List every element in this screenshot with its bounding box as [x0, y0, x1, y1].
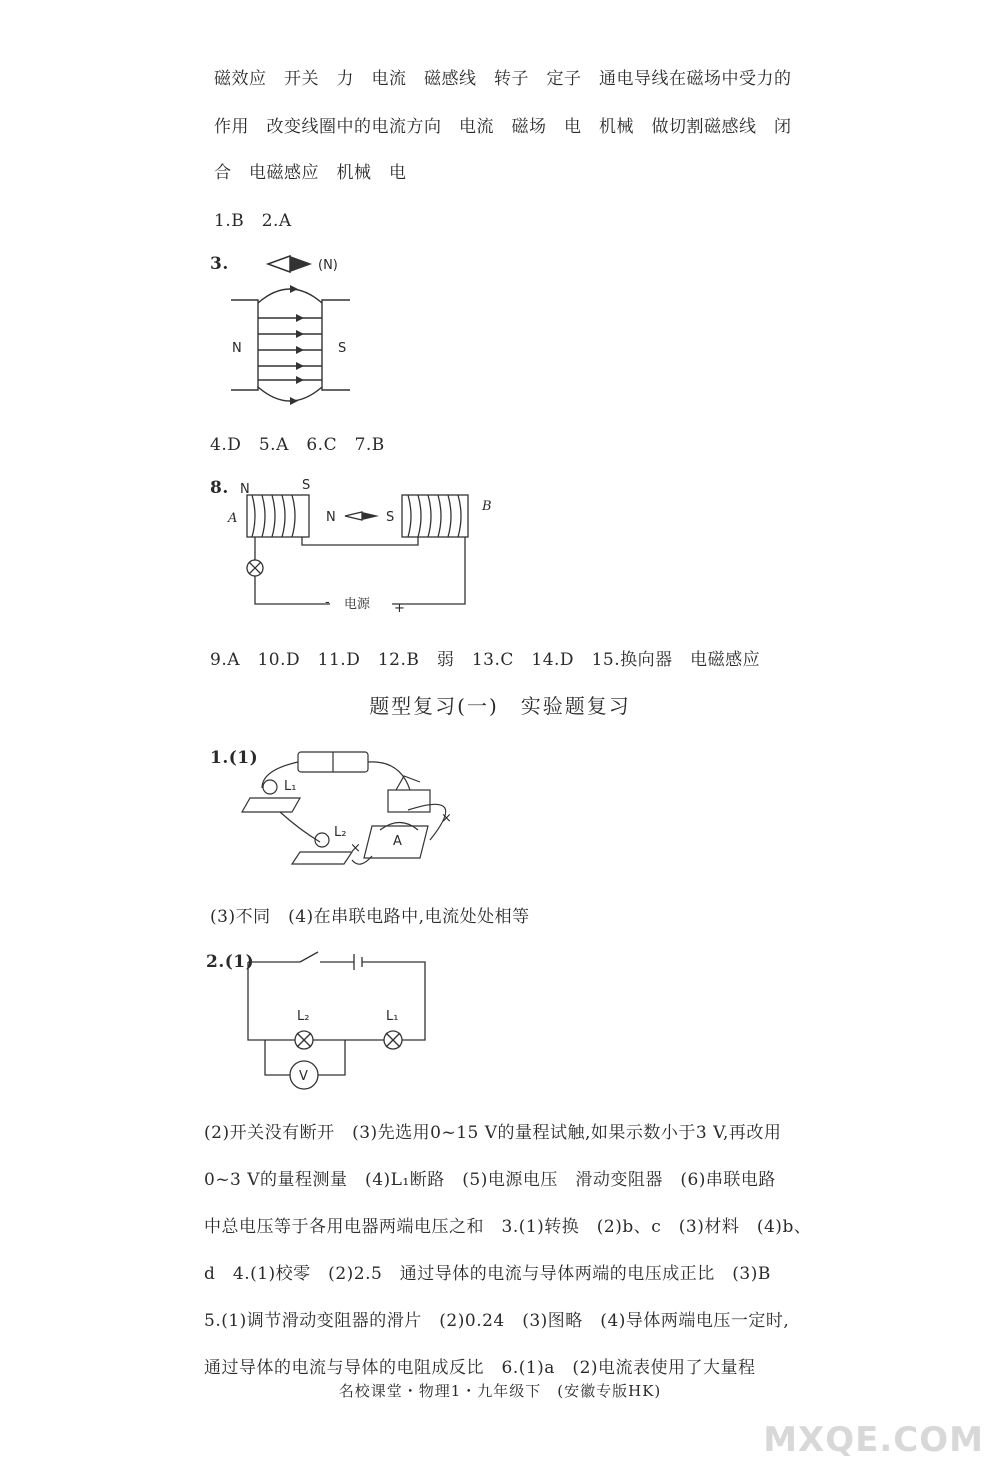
- q3-right-pole: S: [338, 341, 347, 356]
- e1-circuit-sketch: [242, 752, 446, 864]
- answer-line-2: 0~3 V的量程测量 (4)L₁断路 (5)电源电压 滑动变阻器 (6)串联电路: [204, 1170, 776, 1190]
- e1-answers: (3)不同 (4)在串联电路中,电流处处相等: [210, 907, 530, 927]
- q3-left-pole: N: [232, 341, 242, 356]
- answer-line-3: 中总电压等于各用电器两端电压之和 3.(1)转换 (2)b、c (3)材料 (4)b、: [204, 1217, 812, 1237]
- answer-line-5: 5.(1)调节滑动变阻器的滑片 (2)0.24 (3)图略 (4)导体两端电压一定时,: [204, 1311, 790, 1331]
- answer-line-1: (2)开关没有断开 (3)先选用0~15 V的量程试触,如果示数小于3 V,再改用: [204, 1123, 782, 1143]
- q8-number: 8.: [210, 478, 229, 498]
- q3-magnet-field: [231, 289, 350, 401]
- q8-coil-n: N: [240, 482, 250, 497]
- q8-needle-tip: [362, 512, 379, 520]
- section-title: 题型复习(一) 实验题复习: [369, 694, 631, 718]
- e1-l2: L₂: [334, 825, 347, 840]
- fill-line-3: 合 电磁感应 机械 电: [214, 163, 407, 183]
- answers-9-15: 9.A 10.D 11.D 12.B 弱 13.C 14.D 15.换向器 电磁感应: [210, 650, 761, 670]
- answer-line-4: d 4.(1)校零 (2)2.5 通过导体的电流与导体两端的电压成正比 (3)B: [204, 1264, 771, 1284]
- fill-line-1: 磁效应 开关 力 电流 磁感线 转子 定子 通电导线在磁场中受力的: [214, 69, 792, 89]
- q8-minus: -: [325, 595, 330, 610]
- e1-cross-1: ×: [441, 811, 452, 826]
- e1-cross-2: ×: [350, 841, 361, 856]
- answers-4-7: 4.D 5.A 6.C 7.B: [210, 435, 385, 455]
- answer-line-6: 通过导体的电流与导体的电阻成反比 6.(1)a (2)电流表使用了大量程: [204, 1358, 756, 1378]
- e1-meter: A: [393, 834, 402, 849]
- q8-coil-s: S: [302, 478, 311, 493]
- e2-voltmeter: V: [299, 1069, 308, 1084]
- watermark: MXQE.COM: [763, 1420, 984, 1460]
- e2-number: 2.(1): [206, 952, 255, 972]
- answers-1-2: 1.B 2.A: [214, 211, 292, 231]
- e1-l1: L₁: [284, 779, 297, 794]
- fill-line-2: 作用 改变线圈中的电流方向 电流 磁场 电 机械 做切割磁感线 闭: [214, 117, 792, 137]
- q3-compass-needle: [268, 256, 312, 272]
- q8-circuit: [247, 495, 468, 604]
- q8-needle-n: N: [326, 510, 336, 525]
- q8-coil-a-label: A: [228, 511, 238, 526]
- q8-plus: +: [394, 601, 405, 616]
- e2-l2: L₂: [297, 1009, 310, 1024]
- q8-coil-b-label: B: [482, 499, 492, 514]
- q3-number: 3.: [210, 254, 229, 274]
- q3-needle-label: (N): [318, 258, 338, 273]
- q8-source-label: 电源: [344, 597, 371, 612]
- e2-l1: L₁: [386, 1009, 399, 1024]
- q3-field-arrows: [290, 285, 304, 405]
- e1-number: 1.(1): [210, 748, 259, 768]
- page-footer: 名校课堂・物理1・九年级下 (安徽专版HK): [338, 1382, 662, 1400]
- q8-needle-s: S: [386, 510, 395, 525]
